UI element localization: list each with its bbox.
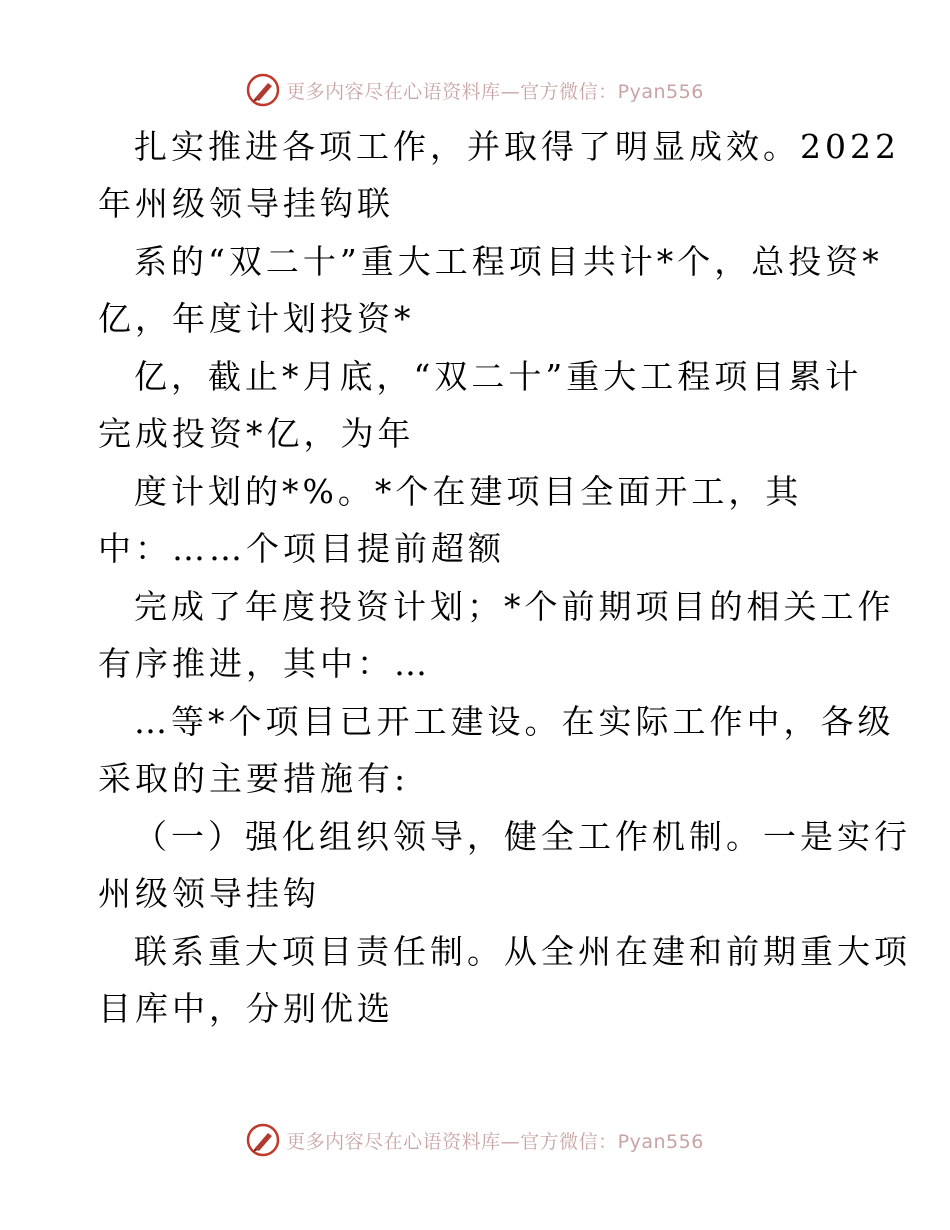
watermark-text: 更多内容尽在心语资料库—官方微信：Pyan556 [286, 80, 704, 103]
text-line: 度计划的*%。*个在建项目全面开工，其 [134, 472, 803, 511]
text-line: 扎实推进各项工作，并取得了明显成效。2022 [134, 127, 900, 166]
text-line: 完成了年度投资计划；*个前期项目的相关工作 [134, 587, 895, 626]
text-line: 联系重大项目责任制。从全州在建和前期重大项 [134, 932, 911, 971]
text-line: （一）强化组织领导，健全工作机制。一是实行 [134, 817, 911, 856]
watermark-text: 更多内容尽在心语资料库—官方微信：Pyan556 [286, 1130, 704, 1153]
watermark-footer [0, 1122, 950, 1158]
text-line: 采取的主要措施有: [98, 759, 410, 798]
text-line: 中：……个项目提前超额 [98, 529, 505, 568]
text-line: 目库中，分别优选 [98, 989, 394, 1028]
pen-logo-icon [246, 1123, 280, 1157]
text-line: 完成投资*亿，为年 [98, 414, 415, 453]
text-line: 亿，截止*月底，“双二十”重大工程项目累计 [134, 357, 863, 396]
text-line: 亿，年度计划投资* [98, 299, 415, 338]
pen-logo-icon [246, 73, 280, 107]
text-line: …等*个项目已开工建设。在实际工作中，各级 [134, 702, 895, 741]
text-line: 有序推进，其中：… [98, 644, 431, 683]
watermark-header [0, 72, 950, 108]
text-line: 系的“双二十”重大工程项目共计*个，总投资* [134, 242, 883, 281]
text-line: 州级领导挂钩 [98, 874, 320, 913]
text-line: 年州级领导挂钩联 [98, 184, 394, 223]
